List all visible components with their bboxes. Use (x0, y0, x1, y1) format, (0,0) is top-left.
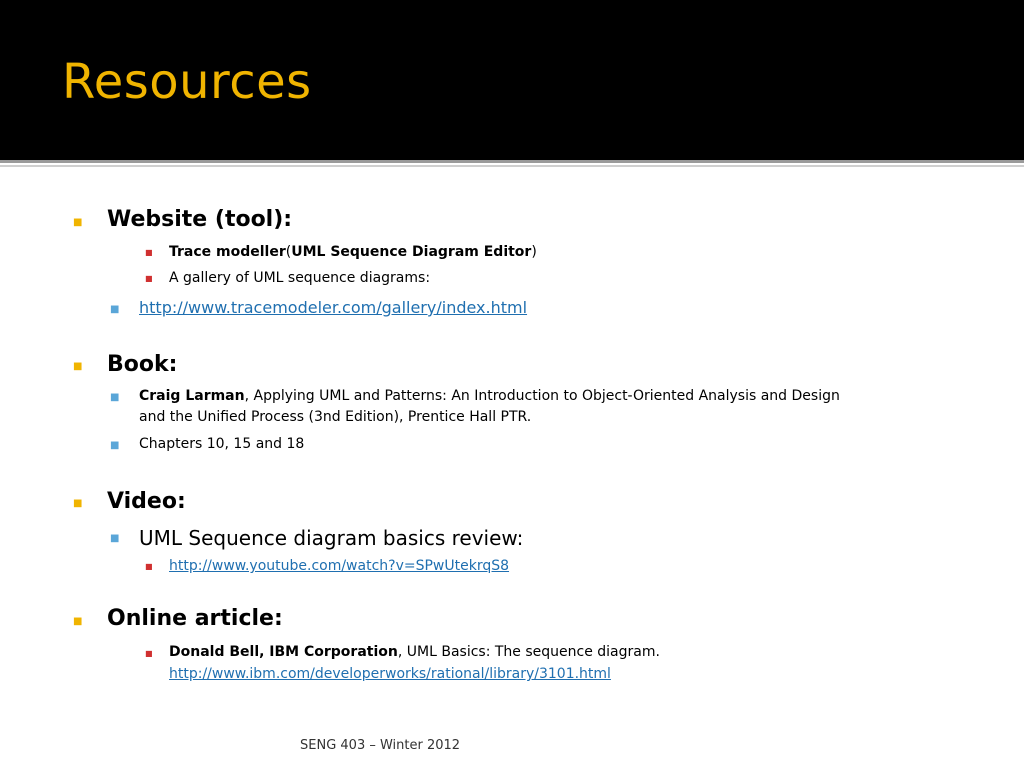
book-author: Craig Larman (139, 388, 245, 404)
gallery-link[interactable]: http://www.tracemodeler.com/gallery/index.html (139, 298, 528, 317)
article-author: Donald Bell, IBM Corporation (169, 644, 398, 660)
book-title-line2: and the Unified Process (3nd Edition), Prentice Hall PTR. (139, 409, 532, 425)
youtube-link[interactable]: http://www.youtube.com/watch?v=SPwUtekrqS8 (169, 558, 510, 574)
slide-footer: SENG 403 – Winter 2012 (300, 738, 461, 753)
section-heading-website: Website (tool): (107, 207, 293, 232)
uml-editor-name: UML Sequence Diagram Editor (291, 244, 532, 260)
trace-modeller-item (169, 244, 537, 260)
square-bullet-icon: ■ (73, 361, 83, 372)
square-bullet-icon: ■ (73, 217, 83, 228)
gallery-item: A gallery of UML sequence diagrams: (169, 270, 431, 286)
book-title-line1: , Applying UML and Patterns: An Introduction to Object-Oriented Analysis and Design (244, 388, 840, 404)
square-bullet-icon: ■ (145, 274, 153, 283)
trace-modeller-name: Trace modeller (169, 244, 286, 260)
square-bullet-icon: ■ (110, 304, 120, 315)
square-bullet-icon: ■ (145, 649, 153, 658)
book-chapters: Chapters 10, 15 and 18 (139, 436, 305, 452)
square-bullet-icon: ■ (110, 392, 120, 403)
section-heading-book: Book: (107, 352, 178, 377)
square-bullet-icon: ■ (73, 498, 83, 509)
paren-close: ) (531, 244, 537, 260)
ibm-link[interactable]: http://www.ibm.com/developerworks/rational/library/3101.html (169, 666, 611, 682)
title-divider-thin (0, 165, 1024, 167)
square-bullet-icon: ■ (145, 248, 153, 257)
square-bullet-icon: ■ (110, 440, 120, 451)
title-divider (0, 160, 1024, 163)
square-bullet-icon: ■ (145, 562, 153, 571)
square-bullet-icon: ■ (110, 533, 120, 544)
article-desc: , UML Basics: The sequence diagram. (397, 644, 660, 660)
book-line1 (139, 388, 840, 404)
square-bullet-icon: ■ (73, 616, 83, 627)
section-heading-video: Video: (107, 489, 186, 514)
video-review: UML Sequence diagram basics review: (139, 526, 524, 550)
slide-title: Resources (62, 54, 312, 110)
article-line (169, 644, 660, 660)
section-heading-article: Online article: (107, 606, 283, 631)
paren-open: ( (285, 244, 292, 260)
